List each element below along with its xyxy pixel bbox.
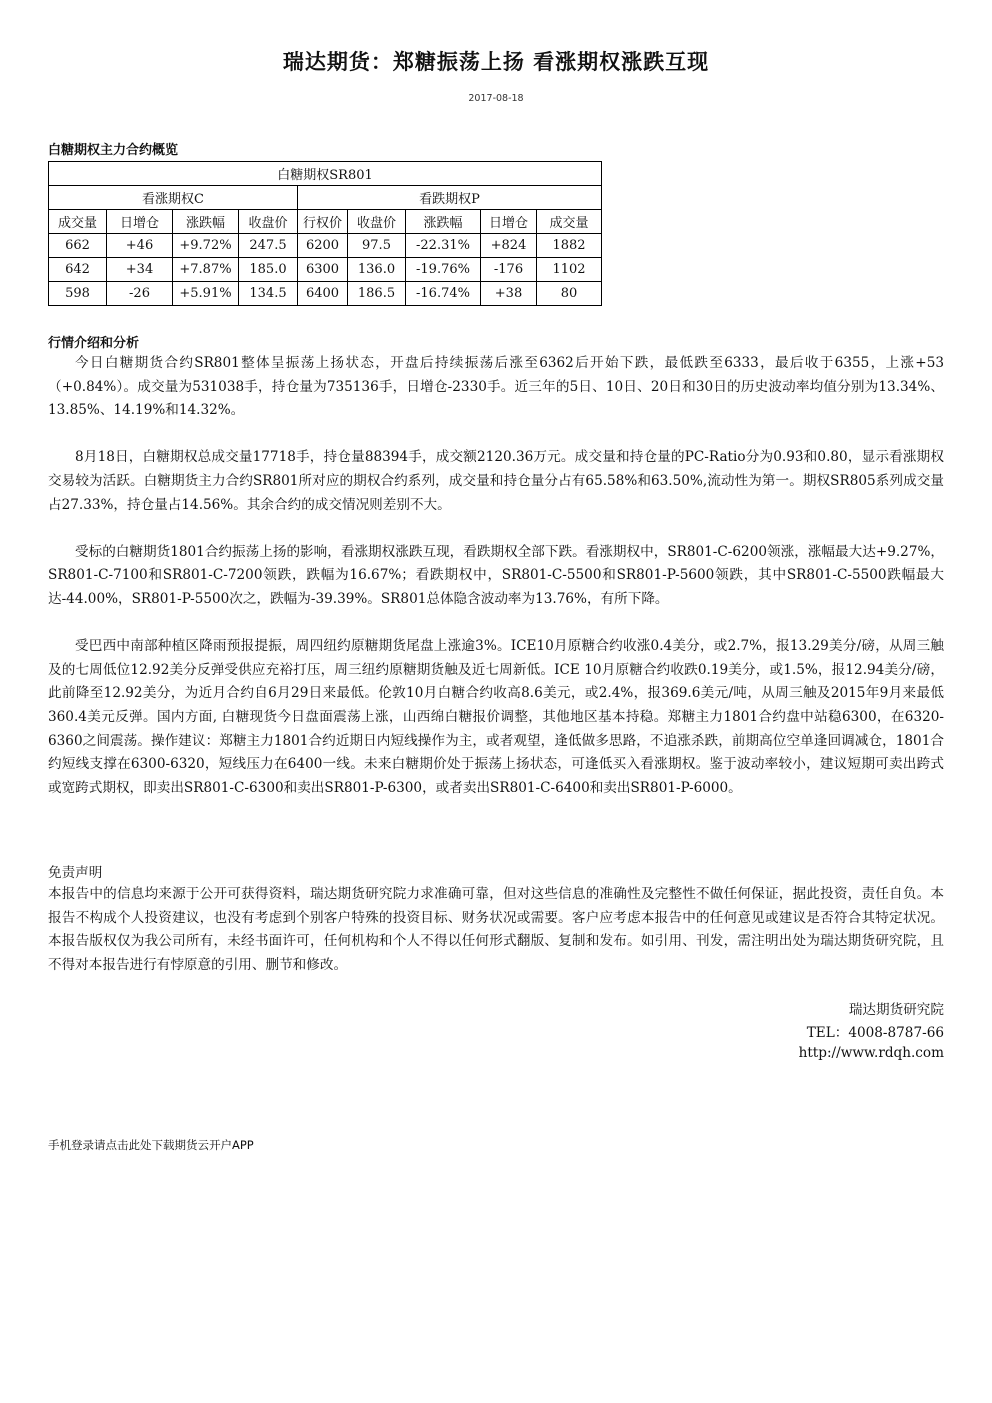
- column-header: 涨跌幅: [173, 210, 239, 234]
- table-cell: 136.0: [348, 258, 406, 282]
- table-cell: +7.87%: [173, 258, 239, 282]
- table-cell: +38: [481, 282, 537, 306]
- table-cell: 662: [49, 234, 107, 258]
- contract-name: 白糖期权SR801: [49, 162, 602, 186]
- signature-tel: TEL：4008-8787-66: [806, 1025, 944, 1041]
- app-download-link[interactable]: 手机登录请点击此处下载期货云开户APP: [48, 1138, 254, 1152]
- analysis-paragraph: 今日白糖期货合约SR801整体呈振荡上扬状态，开盘后持续振荡后涨至6362后开始下跌，最低跌至6333，最后收于6355，上涨+53（+0.84%）。成交量为531038手，持仓量为735136手，日增仓-2330手。近三年的5日、10日、20日和30日的历史波动率均值分别为13.34%、13.85%、14.19%和14.32%。: [48, 355, 944, 419]
- table-cell: -19.76%: [406, 258, 481, 282]
- report-title: 瑞达期货：郑糖振荡上扬 看涨期权涨跌互现: [282, 50, 710, 74]
- disclaimer-text: 本报告中的信息均来源于公开可获得资料，瑞达期货研究院力求准确可靠，但对这些信息的准确性及完整性不做任何保证，据此投资，责任自负。本报告不构成个人投资建议，也没有考虑到个别客户特殊的投资目标、财务状况或需要。客户应考虑本报告中的任何意见或建议是否符合其特定状况。本报告版权仅为我公司所有，未经书面许可，任何机构和个人不得以任何形式翻版、复制和发布。如引用、刊发，需注明出处为瑞达期货研究院，且不得对本报告进行有悖原意的引用、删节和修改。: [48, 886, 944, 973]
- column-header: 成交量: [537, 210, 602, 234]
- options-overview-table: [48, 161, 602, 306]
- report-date: 2017-08-18: [468, 93, 524, 104]
- table-cell: 1102: [537, 258, 602, 282]
- table-cell: +824: [481, 234, 537, 258]
- column-header: 成交量: [49, 210, 107, 234]
- table-cell: 6400: [298, 282, 348, 306]
- table-cell: 134.5: [239, 282, 298, 306]
- table-cell: +46: [107, 234, 173, 258]
- table-row: [49, 258, 602, 282]
- table-cell: -26: [107, 282, 173, 306]
- put-group-label: 看跌期权P: [298, 186, 602, 210]
- analysis-paragraph: 受标的白糖期货1801合约振荡上扬的影响，看涨期权涨跌互现，看跌期权全部下跌。看涨期权中，SR801-C-6200领涨，涨幅最大达+9.27%，SR801-C-7100和SR801-C-7200领跌，跌幅为16.67%；看跌期权中，SR801-C-5500和SR801-P-5600领跌，其中SR801-C-5500跌幅最大达-44.00%，SR801-P-5500次之，跌幅为-39.39%。SR801总体隐含波动率为13.76%，有所下降。: [48, 543, 944, 607]
- table-cell: 6300: [298, 258, 348, 282]
- table-cell: 247.5: [239, 234, 298, 258]
- column-header: 收盘价: [348, 210, 406, 234]
- table-cell: -176: [481, 258, 537, 282]
- column-header: 收盘价: [239, 210, 298, 234]
- table-cell: +5.91%: [173, 282, 239, 306]
- table-cell: -16.74%: [406, 282, 481, 306]
- table-cell: 642: [49, 258, 107, 282]
- column-header: 行权价: [298, 210, 348, 234]
- column-header: 日增仓: [107, 210, 173, 234]
- table-cell: 1882: [537, 234, 602, 258]
- table-contract-row: [49, 162, 602, 186]
- analysis-paragraph: 受巴西中南部种植区降雨预报提振，周四纽约原糖期货尾盘上涨逾3%。ICE10月原糖合约收涨0.4美分，或2.7%，报13.29美分/磅，从周三触及的七周低位12.92美分反弹受供应充裕打压，周三纽约原糖期货触及近七周新低。ICE 10月原糖合约收跌0.19美分，或1.5%，报12.94美分/磅，此前降至12.92美分，为近月合约自6月29日来最低。伦敦10月白糖合约收高8.6美元，或2.4%，报369.6美元/吨，从周三触及2015年9月来最低360.4美元反弹。国内方面, 白糖现货今日盘面震荡上涨，山西绵白糖报价调整，其他地区基本持稳。郑糖主力1801合约盘中站稳6300，在6320-6360之间震荡。操作建议：郑糖主力1801合约近期日内短线操作为主，或者观望，逢低做多思路，不追涨杀跌，前期高位空单逢回调减仓，1801合约短线支撑在6300-6320，短线压力在6400一线。未来白糖期价处于振荡上扬状态，可逢低买入看涨期权。鉴于波动率较小，建议短期可卖出跨式或宽跨式期权，即卖出SR801-C-6300和卖出SR801-P-6300，或者卖出SR801-C-6400和卖出SR801-P-6000。: [48, 638, 944, 796]
- analysis-heading: 行情介绍和分析: [48, 336, 140, 351]
- analysis-body: [48, 352, 944, 824]
- table-cell: 185.0: [239, 258, 298, 282]
- disclaimer-title: 免责声明: [48, 865, 103, 881]
- table-cell: 80: [537, 282, 602, 306]
- table-cell: 97.5: [348, 234, 406, 258]
- table-header-row: [49, 210, 602, 234]
- table-group-row: [49, 186, 602, 210]
- overview-heading: 白糖期权主力合约概览: [48, 143, 179, 158]
- column-header: 涨跌幅: [406, 210, 481, 234]
- table-cell: 598: [49, 282, 107, 306]
- column-header: 日增仓: [481, 210, 537, 234]
- signature-institute: 瑞达期货研究院: [848, 1002, 944, 1018]
- table-cell: 6200: [298, 234, 348, 258]
- table-row: [49, 234, 602, 258]
- table-cell: -22.31%: [406, 234, 481, 258]
- table-cell: 186.5: [348, 282, 406, 306]
- analysis-paragraph: 8月18日，白糖期权总成交量17718手，持仓量88394手，成交额2120.36万元。成交量和持仓量的PC-Ratio分为0.93和0.80，显示看涨期权交易较为活跃。白糖期货主力合约SR801所对应的期权合约系列，成交量和持仓量分占有65.58%和63.50%,流动性为第一。期权SR805系列成交量占27.33%，持仓量占14.56%。其余合约的成交情况则差别不大。: [48, 449, 944, 513]
- call-group-label: 看涨期权C: [49, 186, 298, 210]
- table-cell: +34: [107, 258, 173, 282]
- table-row: [49, 282, 602, 306]
- table-cell: +9.72%: [173, 234, 239, 258]
- signature-url[interactable]: http://www.rdqh.com: [798, 1045, 944, 1061]
